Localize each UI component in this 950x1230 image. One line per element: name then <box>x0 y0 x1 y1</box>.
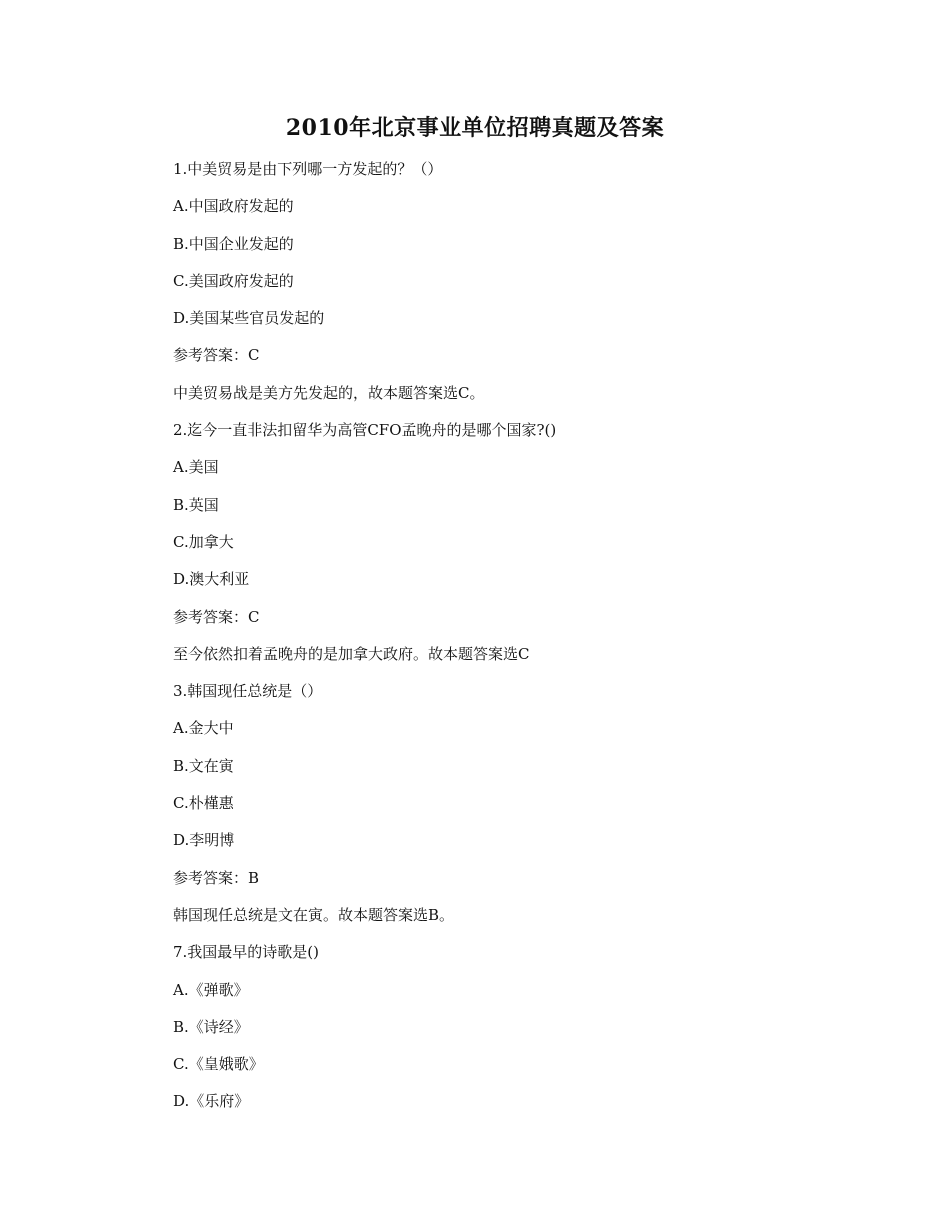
option-text: A.《弹歌》 <box>173 980 249 999</box>
answer-text: 参考答案：C <box>173 607 260 626</box>
explanation-text: 韩国现任总统是文在寅。故本题答案选B。 <box>173 905 455 924</box>
option-text: D.李明博 <box>173 831 235 850</box>
explanation-text: 中美贸易战是美方先发起的，故本题答案选C。 <box>173 383 485 402</box>
explanation-text: 至今依然扣着孟晚舟的是加拿大政府。故本题答案选C <box>173 644 530 663</box>
option-text: C.美国政府发起的 <box>173 271 294 290</box>
option-text: A.金大中 <box>173 719 234 738</box>
answer-text: 参考答案：B <box>173 868 260 887</box>
option-text: D.《乐府》 <box>173 1092 250 1111</box>
option-text: B.英国 <box>173 495 219 514</box>
option-text: C.《皇娥歌》 <box>173 1055 264 1074</box>
option-text: B.《诗经》 <box>173 1017 249 1036</box>
option-text: A.中国政府发起的 <box>173 197 294 216</box>
option-text: C.朴槿惠 <box>173 794 234 813</box>
option-text: D.美国某些官员发起的 <box>173 309 325 328</box>
option-text: D.澳大利亚 <box>173 570 250 589</box>
question-list <box>173 158 873 1128</box>
option-text: C.加拿大 <box>173 532 234 551</box>
option-text: A.美国 <box>173 458 219 477</box>
page-title: 2010年北京事业单位招聘真题及答案 <box>285 115 665 141</box>
option-text: B.文在寅 <box>173 756 234 775</box>
question-text: 2.迄今一直非法扣留华为高管CFO孟晚舟的是哪个国家?() <box>173 421 557 440</box>
answer-text: 参考答案：C <box>173 346 260 365</box>
question-text: 7.我国最早的诗歌是() <box>173 943 320 962</box>
question-text: 3.韩国现任总统是（） <box>173 682 323 701</box>
question-text: 1.中美贸易是由下列哪一方发起的？（） <box>173 160 443 178</box>
option-text: B.中国企业发起的 <box>173 234 294 253</box>
